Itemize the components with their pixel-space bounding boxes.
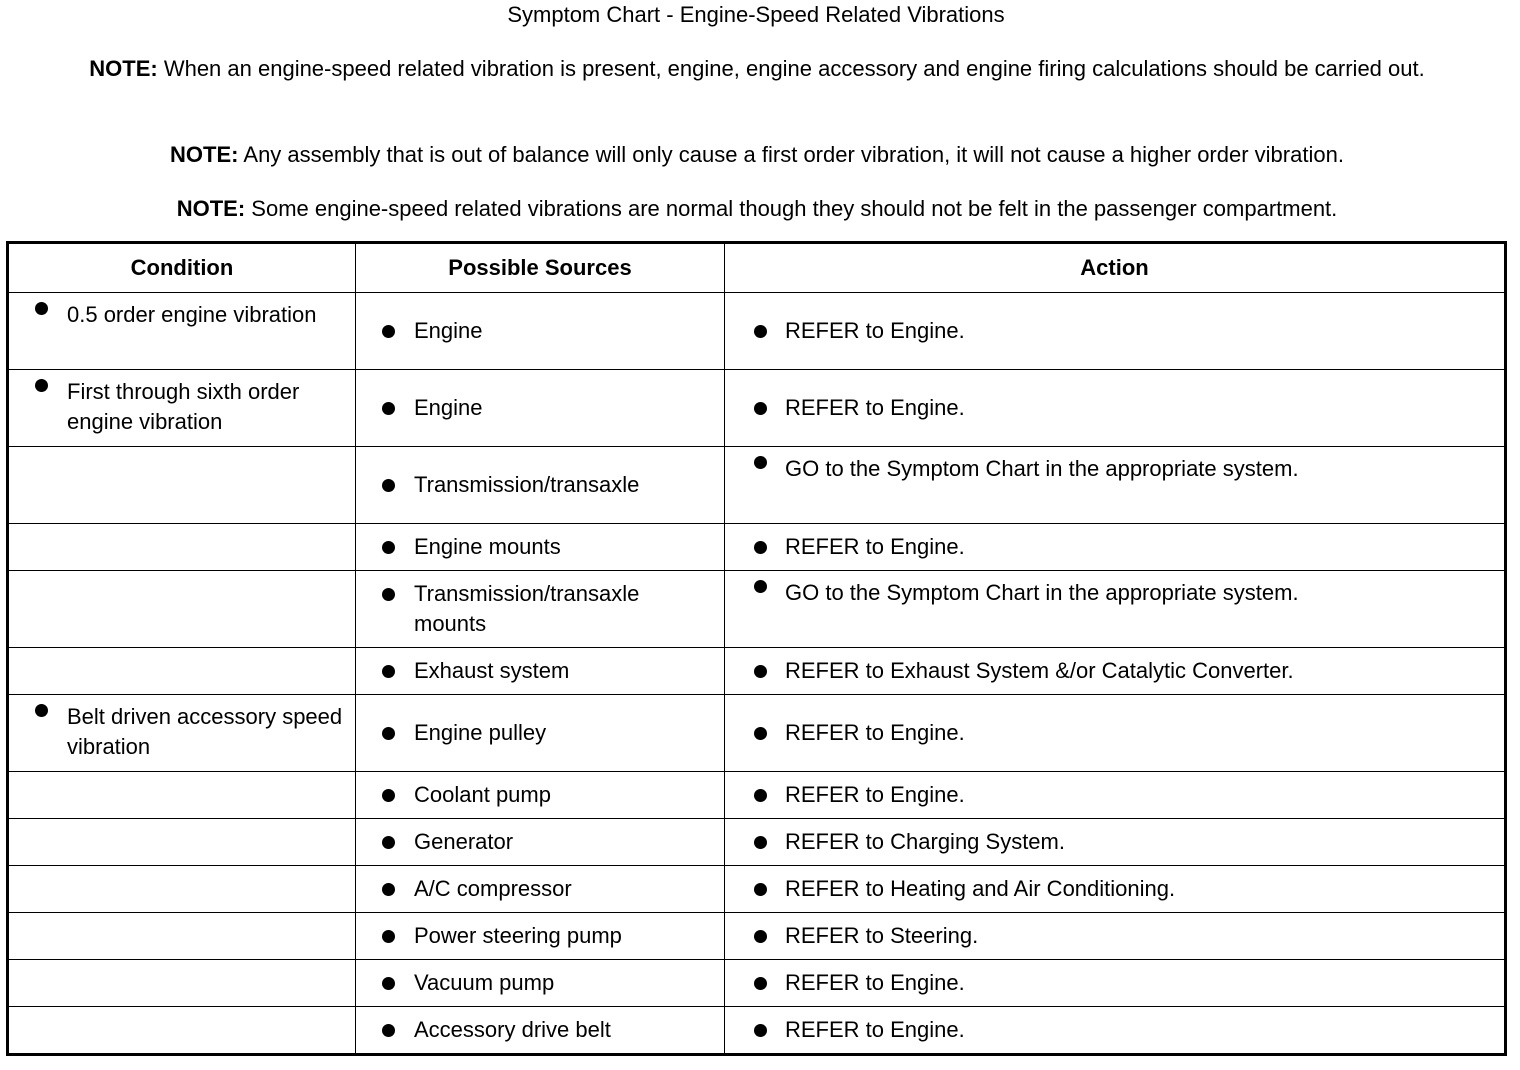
- bullet-item: [9, 370, 355, 437]
- source-cell: [356, 524, 725, 571]
- source-text: A/C compressor: [414, 876, 572, 901]
- table-row: [8, 866, 1506, 913]
- action-cell: [725, 524, 1506, 571]
- bullet-item: [356, 874, 724, 904]
- table-header-row: [8, 243, 1506, 293]
- bullet-icon: [35, 302, 48, 315]
- bullet-icon: [754, 665, 767, 678]
- table-row: [8, 447, 1506, 524]
- condition-cell: [8, 447, 356, 524]
- action-text: REFER to Engine.: [785, 534, 965, 559]
- bullet-icon: [754, 325, 767, 338]
- note-text: Any assembly that is out of balance will only cause a first order vibration, it will not cause a higher order vibration.: [238, 142, 1344, 167]
- bullet-icon: [382, 479, 395, 492]
- source-text: Engine pulley: [414, 720, 547, 745]
- bullet-item: [9, 695, 355, 762]
- bullet-item: [356, 656, 724, 686]
- bullet-item: [356, 1015, 724, 1045]
- action-cell: [725, 293, 1506, 370]
- table-row: [8, 1007, 1506, 1055]
- source-text: Engine mounts: [414, 534, 561, 559]
- header-condition: Condition: [8, 243, 356, 293]
- condition-cell: [8, 648, 356, 695]
- condition-cell: [8, 524, 356, 571]
- source-cell: [356, 370, 725, 447]
- source-cell: [356, 960, 725, 1007]
- bullet-icon: [382, 727, 395, 740]
- bullet-icon: [382, 836, 395, 849]
- bullet-item: [356, 470, 724, 500]
- condition-cell: [8, 571, 356, 648]
- bullet-item: [725, 656, 1504, 686]
- source-text: Transmission/transaxle mounts: [414, 581, 640, 636]
- bullet-item: [356, 393, 724, 423]
- bullet-item: [356, 579, 724, 639]
- bullet-item: [725, 827, 1504, 857]
- note-engine-calculations: [16, 54, 1498, 84]
- bullet-item: [9, 293, 355, 330]
- bullet-item: [725, 1015, 1504, 1045]
- action-cell: [725, 819, 1506, 866]
- action-text: REFER to Charging System.: [785, 829, 1065, 854]
- action-cell: [725, 571, 1506, 648]
- bullet-icon: [382, 402, 395, 415]
- bullet-icon: [382, 883, 395, 896]
- condition-cell: [8, 866, 356, 913]
- action-text: GO to the Symptom Chart in the appropriate system.: [785, 580, 1299, 605]
- bullet-icon: [754, 1024, 767, 1037]
- bullet-icon: [382, 665, 395, 678]
- source-text: Accessory drive belt: [414, 1017, 611, 1042]
- condition-cell: [8, 960, 356, 1007]
- bullet-item: [725, 532, 1504, 562]
- table-row: [8, 819, 1506, 866]
- source-cell: [356, 695, 725, 772]
- source-text: Engine: [414, 318, 483, 343]
- table-row: [8, 960, 1506, 1007]
- bullet-item: [725, 447, 1504, 484]
- source-text: Transmission/transaxle: [414, 472, 640, 497]
- action-cell: [725, 866, 1506, 913]
- source-cell: [356, 913, 725, 960]
- bullet-icon: [382, 541, 395, 554]
- action-text: REFER to Engine.: [785, 318, 965, 343]
- action-cell: [725, 648, 1506, 695]
- condition-text: 0.5 order engine vibration: [67, 302, 317, 327]
- action-cell: [725, 695, 1506, 772]
- page-title: Symptom Chart - Engine-Speed Related Vibrations: [507, 2, 1005, 27]
- source-cell: [356, 447, 725, 524]
- action-cell: [725, 772, 1506, 819]
- note-label: NOTE:: [176, 196, 246, 221]
- action-text: REFER to Exhaust System &/or Catalytic Converter.: [785, 658, 1294, 683]
- action-text: REFER to Engine.: [785, 782, 965, 807]
- symptom-chart-table: [6, 241, 1507, 1056]
- bullet-icon: [754, 580, 767, 593]
- bullet-item: [725, 316, 1504, 346]
- table-row: [8, 293, 1506, 370]
- bullet-item: [356, 316, 724, 346]
- bullet-icon: [754, 977, 767, 990]
- bullet-item: [725, 874, 1504, 904]
- action-text: REFER to Steering.: [785, 923, 979, 948]
- bullet-icon: [754, 541, 767, 554]
- source-cell: [356, 1007, 725, 1055]
- table-body: [8, 293, 1506, 1055]
- table-row: [8, 370, 1506, 447]
- action-text: REFER to Engine.: [785, 720, 965, 745]
- bullet-item: [356, 827, 724, 857]
- bullet-item: [725, 718, 1504, 748]
- source-text: Coolant pump: [414, 782, 551, 807]
- table-row: [8, 695, 1506, 772]
- bullet-icon: [382, 977, 395, 990]
- action-cell: [725, 960, 1506, 1007]
- note-out-of-balance: [16, 140, 1498, 170]
- header-action: Action: [725, 243, 1506, 293]
- source-text: Vacuum pump: [414, 970, 555, 995]
- bullet-icon: [754, 930, 767, 943]
- bullet-icon: [754, 727, 767, 740]
- bullet-item: [356, 968, 724, 998]
- action-text: REFER to Heating and Air Conditioning.: [785, 876, 1176, 901]
- source-cell: [356, 866, 725, 913]
- action-cell: [725, 1007, 1506, 1055]
- bullet-icon: [382, 1024, 395, 1037]
- note-text: Some engine-speed related vibrations are normal though they should not be felt in the passenger compartment.: [245, 196, 1338, 221]
- bullet-item: [356, 921, 724, 951]
- condition-cell: [8, 819, 356, 866]
- source-cell: [356, 293, 725, 370]
- condition-text: First through sixth order engine vibration: [67, 379, 300, 434]
- note-text: When an engine-speed related vibration is present, engine, engine accessory and engine firing calculations should be carried out.: [157, 56, 1425, 81]
- condition-cell: [8, 1007, 356, 1055]
- bullet-icon: [754, 402, 767, 415]
- condition-cell: [8, 370, 356, 447]
- source-cell: [356, 571, 725, 648]
- table-row: [8, 524, 1506, 571]
- condition-cell: [8, 293, 356, 370]
- table-row: [8, 571, 1506, 648]
- bullet-icon: [382, 930, 395, 943]
- bullet-item: [356, 532, 724, 562]
- table-row: [8, 772, 1506, 819]
- action-text: REFER to Engine.: [785, 395, 965, 420]
- bullet-item: [725, 780, 1504, 810]
- table-row: [8, 913, 1506, 960]
- source-text: Generator: [414, 829, 514, 854]
- action-text: GO to the Symptom Chart in the appropriate system.: [785, 456, 1299, 481]
- bullet-item: [356, 780, 724, 810]
- note-normal-vibrations: [16, 194, 1498, 224]
- bullet-item: [725, 393, 1504, 423]
- condition-cell: [8, 772, 356, 819]
- source-text: Engine: [414, 395, 483, 420]
- source-cell: [356, 819, 725, 866]
- bullet-item: [725, 921, 1504, 951]
- bullet-icon: [382, 588, 395, 601]
- source-cell: [356, 648, 725, 695]
- bullet-item: [725, 968, 1504, 998]
- action-text: REFER to Engine.: [785, 970, 965, 995]
- note-label: NOTE:: [89, 56, 158, 81]
- condition-cell: [8, 695, 356, 772]
- bullet-item: [725, 571, 1504, 608]
- bullet-item: [356, 718, 724, 748]
- condition-text: Belt driven accessory speed vibration: [67, 704, 343, 759]
- source-text: Power steering pump: [414, 923, 622, 948]
- action-cell: [725, 447, 1506, 524]
- action-text: REFER to Engine.: [785, 1017, 965, 1042]
- table-row: [8, 648, 1506, 695]
- source-cell: [356, 772, 725, 819]
- header-possible-sources: Possible Sources: [356, 243, 725, 293]
- action-cell: [725, 370, 1506, 447]
- bullet-icon: [754, 836, 767, 849]
- action-cell: [725, 913, 1506, 960]
- bullet-icon: [35, 379, 48, 392]
- bullet-icon: [35, 704, 48, 717]
- bullet-icon: [754, 883, 767, 896]
- condition-cell: [8, 913, 356, 960]
- note-label: NOTE:: [170, 142, 239, 167]
- bullet-icon: [754, 789, 767, 802]
- bullet-icon: [382, 789, 395, 802]
- bullet-icon: [754, 456, 767, 469]
- bullet-icon: [382, 325, 395, 338]
- source-text: Exhaust system: [414, 658, 570, 683]
